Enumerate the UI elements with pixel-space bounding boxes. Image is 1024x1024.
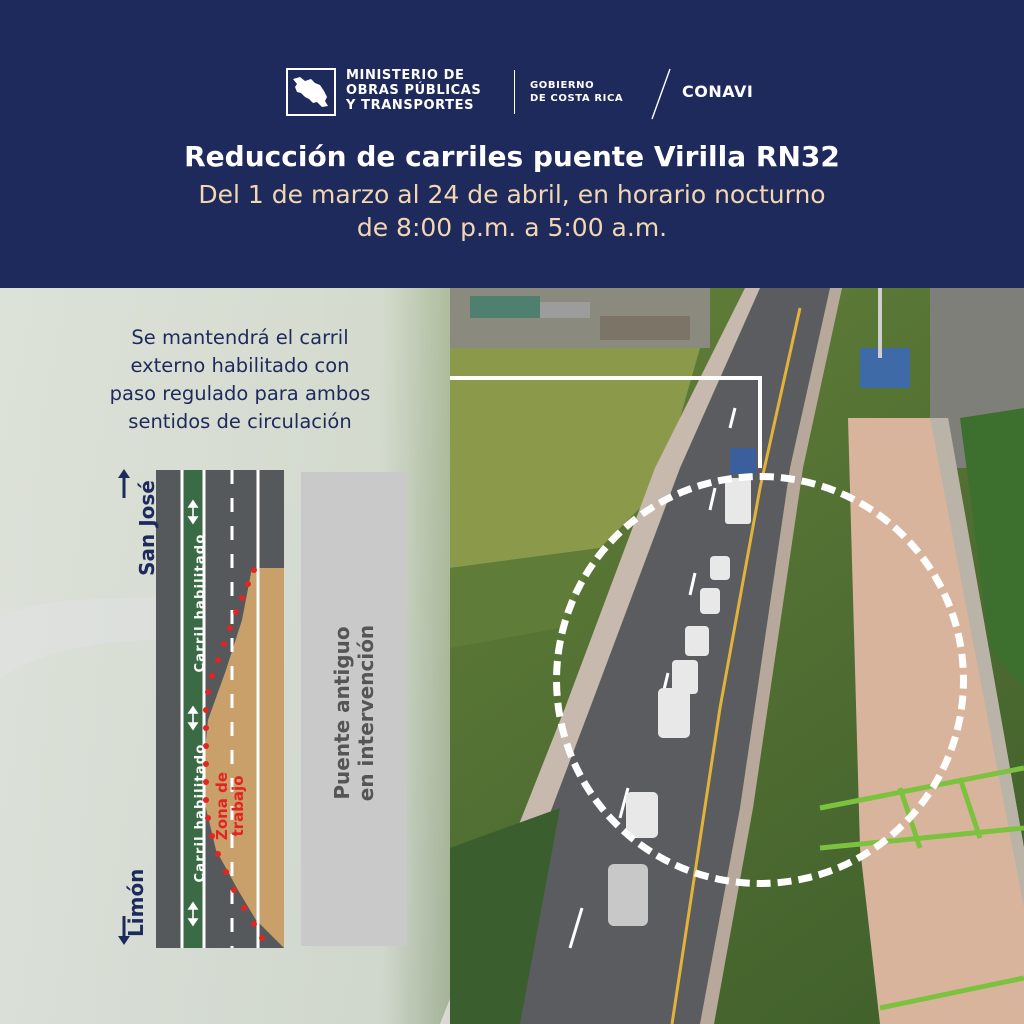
ministerio-line: Y TRANSPORTES bbox=[346, 98, 475, 113]
lane-label-upper: Carril habilitado bbox=[193, 533, 208, 673]
lane-label-lower: Carril habilitado bbox=[193, 743, 208, 883]
work-zone-line: trabajo bbox=[229, 775, 247, 837]
logo-divider bbox=[514, 70, 515, 114]
logo-slash-divider bbox=[650, 68, 672, 120]
ministerio-name bbox=[346, 68, 481, 113]
logo-row bbox=[0, 64, 1024, 120]
work-zone-label bbox=[214, 766, 246, 846]
costa-rica-map-icon bbox=[291, 73, 331, 111]
ministerio-line: OBRAS PÚBLICAS bbox=[346, 83, 482, 98]
schedule-dates: Del 1 de marzo al 24 de abril, en horario nocturno bbox=[198, 180, 826, 209]
arrow-up-icon bbox=[116, 468, 132, 500]
direction-limon: Limón bbox=[124, 868, 148, 937]
old-bridge-line: en intervención bbox=[354, 624, 378, 802]
highlight-circle bbox=[553, 473, 967, 887]
direction-san-jose: San José bbox=[135, 480, 159, 576]
callout-connector bbox=[450, 376, 762, 468]
header-banner bbox=[0, 0, 1024, 288]
gobierno-name bbox=[530, 79, 623, 105]
gobierno-line: GOBIERNO bbox=[530, 80, 595, 91]
description-line: paso regulado para ambos bbox=[109, 382, 371, 405]
work-zone-line: Zona de bbox=[213, 771, 231, 841]
old-bridge-line: Puente antiguo bbox=[330, 626, 354, 800]
ministerio-line: MINISTERIO DE bbox=[346, 68, 465, 83]
gobierno-line: DE COSTA RICA bbox=[530, 93, 624, 104]
old-bridge-label bbox=[330, 623, 378, 803]
description-line: externo habilitado con bbox=[130, 354, 350, 377]
schedule-hours: de 8:00 p.m. a 5:00 a.m. bbox=[356, 213, 668, 242]
page-title: Reducción de carriles puente Virilla RN32 bbox=[184, 140, 840, 173]
lane-diagram bbox=[156, 470, 286, 948]
description-line: Se mantendrá el carril bbox=[131, 326, 349, 349]
mopt-logo bbox=[286, 68, 336, 116]
description-line: sentidos de circulación bbox=[128, 410, 352, 433]
lane-description bbox=[60, 324, 420, 436]
conavi-name: CONAVI bbox=[682, 82, 754, 101]
